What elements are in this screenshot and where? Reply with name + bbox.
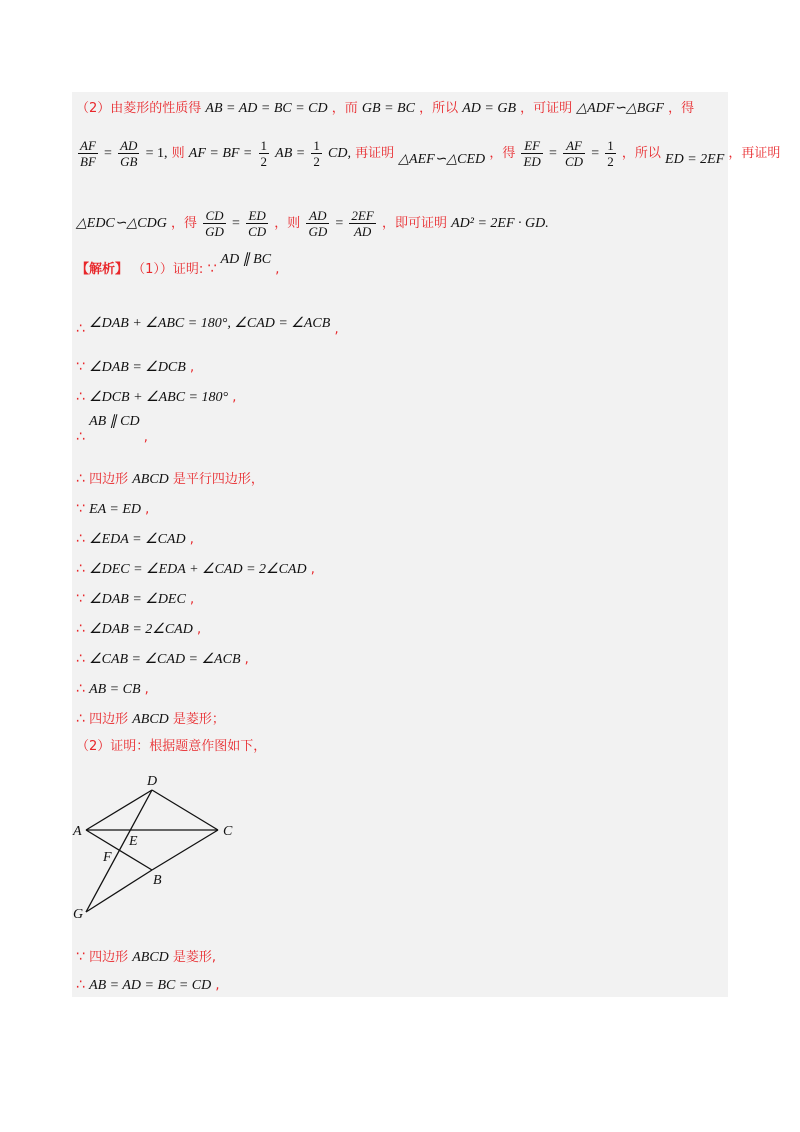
equals-sign: = bbox=[591, 146, 600, 161]
fraction bbox=[563, 138, 585, 169]
text: 四边形 bbox=[89, 472, 129, 487]
numerator: AD bbox=[306, 208, 329, 224]
denominator: 2 bbox=[607, 154, 614, 169]
therefore-symbol: ∴ bbox=[76, 681, 85, 697]
text: ，得 bbox=[489, 146, 516, 161]
similarity: △EDC∽△CDG bbox=[76, 216, 167, 231]
segment-GB bbox=[86, 870, 152, 912]
numerator: AD bbox=[120, 138, 138, 153]
numerator: 1 bbox=[607, 138, 614, 153]
step-line bbox=[76, 530, 194, 549]
comma: , bbox=[196, 622, 202, 637]
because-symbol: ∵ bbox=[76, 359, 85, 375]
equation: AD = GB bbox=[462, 101, 516, 116]
denominator: CD bbox=[248, 224, 267, 239]
numerator: 1 bbox=[260, 138, 268, 153]
because-symbol: ∵ bbox=[207, 261, 217, 277]
text: 是平行四边形， bbox=[172, 472, 264, 487]
denominator: ED bbox=[523, 154, 541, 169]
numerator: AF bbox=[563, 138, 585, 154]
rhombus-figure bbox=[72, 770, 252, 920]
text: 再证明 bbox=[355, 146, 395, 161]
fraction bbox=[246, 208, 268, 239]
comma: , bbox=[189, 592, 195, 607]
equation: CD, bbox=[328, 146, 351, 161]
statement: ∠DAB + ∠ABC = 180°, ∠CAD = ∠ACB bbox=[89, 316, 331, 331]
comma: , bbox=[310, 562, 315, 577]
numerator: CD bbox=[203, 208, 226, 224]
text: ，得 bbox=[668, 101, 695, 116]
text: 四边形 bbox=[89, 712, 129, 727]
comma: , bbox=[145, 502, 150, 517]
step-line bbox=[76, 976, 220, 995]
denominator: 2 bbox=[260, 154, 268, 169]
label-A: A bbox=[73, 824, 82, 839]
quad-name: ABCD bbox=[132, 472, 169, 487]
segment-DG bbox=[86, 790, 152, 912]
denominator: GB bbox=[120, 154, 138, 169]
step-line bbox=[76, 470, 264, 489]
numerator: EF bbox=[521, 138, 542, 154]
numerator: AF bbox=[80, 138, 96, 153]
denominator: BF bbox=[80, 154, 96, 169]
therefore-symbol: ∴ bbox=[76, 471, 85, 487]
text: ，得 bbox=[170, 216, 197, 231]
fraction bbox=[259, 138, 270, 169]
label-B: B bbox=[153, 873, 162, 888]
part1-intro: （1））证明: bbox=[132, 262, 204, 277]
text: ，所以 bbox=[621, 146, 661, 161]
step-line bbox=[76, 680, 149, 699]
equation: ED = 2EF bbox=[665, 152, 725, 167]
statement: AB = CB bbox=[89, 682, 141, 697]
label-E: E bbox=[129, 834, 138, 849]
equals-sign: = bbox=[104, 146, 112, 161]
statement: ∠DAB = 2∠CAD bbox=[89, 622, 193, 637]
similarity: △ADF∽△BGF bbox=[576, 101, 664, 116]
step-line bbox=[76, 500, 149, 519]
fraction bbox=[118, 138, 139, 169]
segment-AD bbox=[86, 790, 152, 830]
fraction bbox=[78, 138, 98, 169]
text: ，所以 bbox=[419, 101, 459, 116]
analysis-line-3 bbox=[76, 208, 549, 239]
denominator: 2 bbox=[313, 154, 320, 169]
numerator: 1 bbox=[313, 138, 320, 153]
therefore-symbol: ∴ bbox=[76, 651, 85, 667]
analysis-line-2 bbox=[76, 138, 780, 169]
label-F: F bbox=[103, 850, 112, 865]
equation: = 1, bbox=[145, 146, 168, 161]
text: 则 bbox=[171, 146, 185, 161]
step-line bbox=[76, 948, 216, 967]
fraction bbox=[349, 208, 375, 239]
fraction bbox=[605, 138, 616, 169]
step-line bbox=[76, 710, 225, 729]
therefore-symbol: ∴ bbox=[76, 561, 85, 577]
analysis-label: （2）由菱形的性质得 bbox=[76, 101, 202, 116]
solution-header-line bbox=[76, 252, 280, 279]
fraction bbox=[521, 138, 542, 169]
therefore-symbol: ∴ bbox=[76, 711, 85, 727]
numerator: 2EF bbox=[351, 208, 374, 223]
text: ，即可证明 bbox=[381, 216, 447, 231]
step-line bbox=[76, 358, 194, 377]
segment-CB bbox=[152, 830, 218, 870]
statement: AD ∥ BC bbox=[220, 252, 272, 267]
text: ，而 bbox=[331, 101, 358, 116]
equation: AB = AD = BC = CD bbox=[205, 101, 328, 116]
text: 是菱形； bbox=[172, 712, 225, 727]
statement: ∠DAB = ∠DCB bbox=[89, 360, 186, 375]
step-line bbox=[76, 414, 148, 445]
statement: ∠CAB = ∠CAD = ∠ACB bbox=[89, 652, 241, 667]
comma: , bbox=[215, 978, 220, 993]
denominator: AD bbox=[353, 224, 372, 239]
solution-header: 【解析】 bbox=[76, 262, 129, 277]
therefore-symbol: ∴ bbox=[76, 977, 85, 993]
part2-intro-line bbox=[76, 738, 266, 756]
step-line bbox=[76, 314, 339, 337]
comma: , bbox=[189, 532, 194, 547]
denominator: CD bbox=[565, 154, 584, 169]
therefore-symbol: ∴ bbox=[76, 429, 85, 445]
similarity: △AEF∽△CED bbox=[398, 152, 486, 167]
analysis-line-1 bbox=[76, 100, 694, 118]
fraction bbox=[306, 208, 329, 239]
comma: , bbox=[275, 262, 280, 277]
comma: , bbox=[232, 390, 237, 405]
comma: , bbox=[144, 682, 149, 697]
part2-intro: （2）证明：根据题意作图如下， bbox=[76, 739, 267, 754]
equation: AB = bbox=[275, 146, 306, 161]
because-symbol: ∵ bbox=[76, 501, 85, 517]
therefore-symbol: ∴ bbox=[76, 321, 85, 337]
comma: , bbox=[189, 360, 195, 375]
text: ，则 bbox=[274, 216, 301, 231]
quad-name: ABCD bbox=[132, 712, 169, 727]
solution-sheet bbox=[72, 92, 781, 997]
therefore-symbol: ∴ bbox=[76, 531, 85, 547]
equals-sign: = bbox=[232, 216, 240, 231]
step-line bbox=[76, 560, 315, 579]
equation: AF = BF = bbox=[188, 146, 253, 161]
statement: ∠DEC = ∠EDA + ∠CAD = 2∠CAD bbox=[89, 562, 307, 577]
statement: ∠DAB = ∠DEC bbox=[89, 592, 186, 607]
step-line bbox=[76, 620, 201, 639]
statement: ∠EDA = ∠CAD bbox=[89, 532, 186, 547]
therefore-symbol: ∴ bbox=[76, 621, 85, 637]
because-symbol: ∵ bbox=[76, 591, 85, 607]
text: 是菱形, bbox=[172, 950, 217, 965]
comma: , bbox=[334, 322, 339, 337]
fraction bbox=[203, 208, 226, 239]
label-D: D bbox=[147, 774, 158, 789]
numerator: ED bbox=[246, 208, 268, 224]
label-C: C bbox=[223, 824, 233, 839]
text: ，再证明 bbox=[728, 146, 781, 161]
fraction bbox=[311, 138, 322, 169]
statement: ∠DCB + ∠ABC = 180° bbox=[89, 390, 229, 405]
quad-name: ABCD bbox=[132, 950, 169, 965]
statement: EA = ED bbox=[89, 502, 142, 517]
statement: AB = AD = BC = CD bbox=[89, 978, 212, 993]
denominator: GD bbox=[205, 224, 224, 239]
equation: GB = BC bbox=[361, 101, 415, 116]
equation: AD² = 2EF · GD. bbox=[451, 216, 549, 231]
statement: AB ∥ CD bbox=[89, 414, 140, 429]
text: 四边形 bbox=[89, 950, 129, 965]
therefore-symbol: ∴ bbox=[76, 389, 85, 405]
step-line bbox=[76, 590, 194, 609]
equals-sign: = bbox=[335, 216, 344, 231]
denominator: GD bbox=[308, 224, 328, 239]
step-line bbox=[76, 388, 236, 407]
text: ，可证明 bbox=[520, 101, 573, 116]
comma: , bbox=[143, 430, 148, 445]
because-symbol: ∵ bbox=[76, 949, 85, 965]
step-line bbox=[76, 650, 249, 669]
comma: , bbox=[244, 652, 249, 667]
label-G: G bbox=[73, 907, 84, 920]
equals-sign: = bbox=[548, 146, 557, 161]
segment-DC bbox=[152, 790, 218, 830]
